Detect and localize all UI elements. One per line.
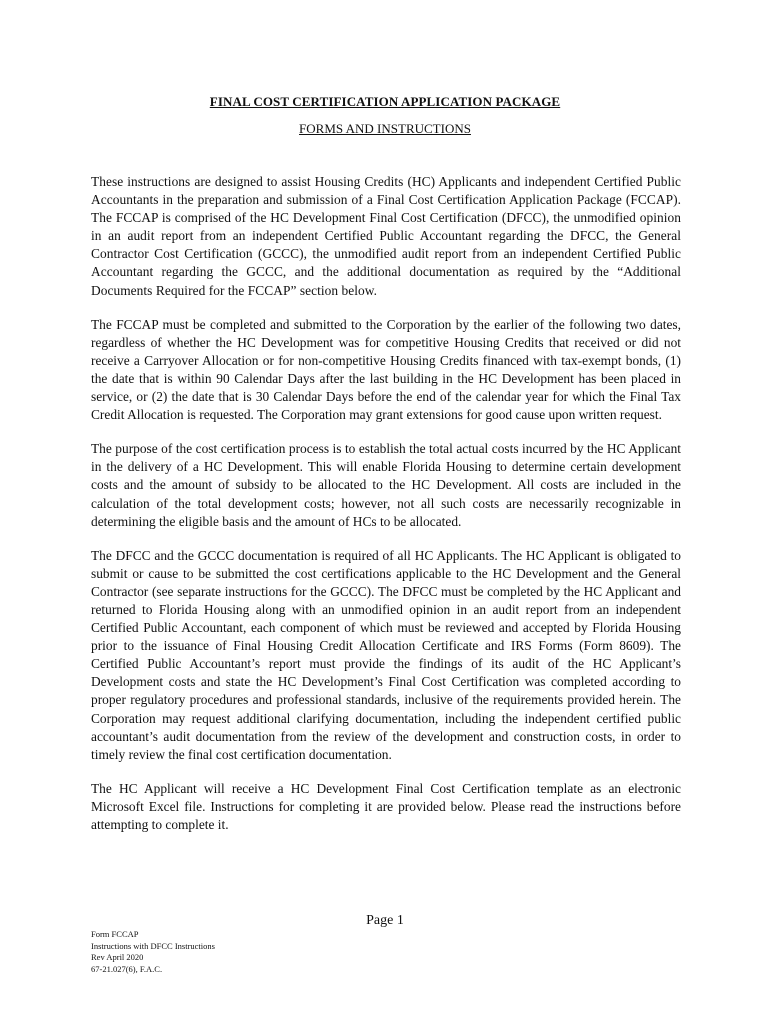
- paragraph-purpose: The purpose of the cost certification process is to establish the total actual costs incurred by the HC Applicant in the delivery of a HC Development. This will enable Florida Housing to determine certain development costs and the amount of subsidy to be allocated to the HC Development. All costs are included in the calculation of the total development costs; however, not all such costs are necessarily recognizable in determining the eligible basis and the amount of HCs to be allocated.: [91, 441, 681, 529]
- paragraph-intro: These instructions are designed to assist Housing Credits (HC) Applicants and independent Certified Public Accountants in the preparation and submission of a Final Cost Certification Application Package (FCCAP). The FCCAP is comprised of the HC Development Final Cost Certification (DFCC), the unmodified opinion in an audit report from an independent Certified Public Accountant regarding the DFCC, the General Contractor Cost Certification (GCCC), the unmodified audit report from an independent Certified Public Accountant regarding the GCCC, and the additional documentation as required by the “Additional Documents Required for the FCCAP” section below.: [91, 174, 681, 298]
- footer-revision: Rev April 2020: [91, 952, 144, 963]
- paragraph-dfcc-gccc-requirements: The DFCC and the GCCC documentation is required of all HC Applicants. The HC Applicant is obligated to submit or cause to be submitted the cost certifications applicable to the HC Development and the General Contractor (see separate instructions for the GCCC). The DFCC must be completed by the HC Applicant and returned to Florida Housing along with an unmodified opinion in an audit report from an independent Certified Public Accountant, each component of which must be reviewed and accepted by Florida Housing prior to the issuance of Final Housing Credit Allocation Certificate and IRS Forms (Form 8609). The Certified Public Accountant’s report must provide the findings of its audit of the HC Applicant’s Development costs and state the HC Development’s Final Cost Certification was completed according to proper regulatory procedures and professional standards, inclusive of the requirements provided herein. The Corporation may request additional clarifying documentation, including the independent certified public accountant’s audit documentation from the review of the development and construction costs, in order to timely review the final cost certification documentation.: [91, 547, 681, 762]
- footer-form-name: Form FCCAP: [91, 929, 139, 939]
- footer-rule: 67-21.027(6), F.A.C.: [91, 963, 163, 974]
- document-subtitle: FORMS AND INSTRUCTIONS: [299, 121, 471, 136]
- paragraph-template: The HC Applicant will receive a HC Development Final Cost Certification template as an electronic Microsoft Excel file. Instructions for completing it are provided below. Please read the instructions before attempting to complete it.: [91, 780, 681, 832]
- page-number: Page 1: [366, 913, 404, 928]
- document-body: [91, 173, 681, 850]
- footer-instructions: Instructions with DFCC Instructions: [91, 940, 215, 951]
- paragraph-submission-deadline: The FCCAP must be completed and submitted to the Corporation by the earlier of the following two dates, regardless of whether the HC Development was for competitive Housing Credits that received or did not receive a Carryover Allocation or for non-competitive Housing Credits financed with tax-exempt bonds, (1) the date that is within 90 Calendar Days after the last building in the HC Development has been placed in service, or (2) the date that is 30 Calendar Days before the end of the calendar year for which the Final Tax Credit Allocation is requested. The Corporation may grant extensions for good cause upon written request.: [91, 316, 681, 423]
- document-footer: [91, 929, 215, 975]
- document-title: FINAL COST CERTIFICATION APPLICATION PACKAGE: [209, 94, 561, 109]
